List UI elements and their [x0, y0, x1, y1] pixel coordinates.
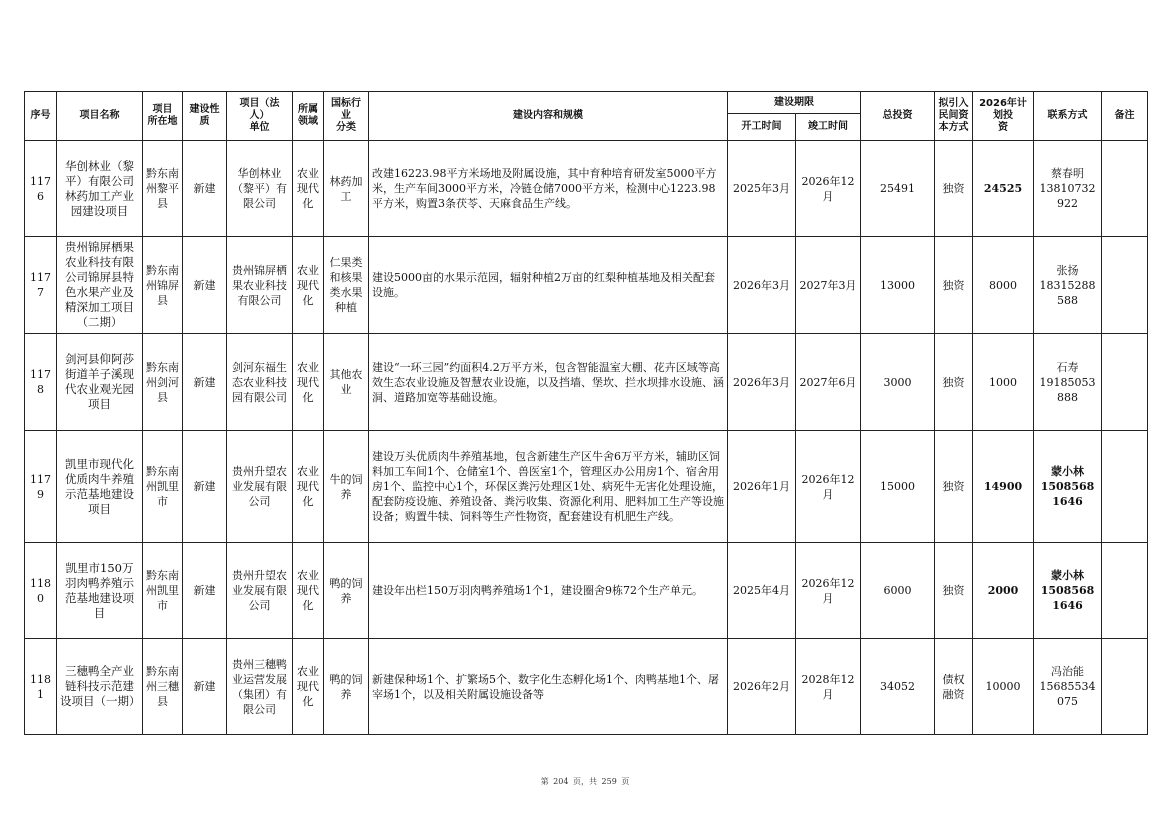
- cell-end: 2027年6月: [796, 334, 861, 431]
- contact-phone: 15085681646: [1040, 480, 1095, 508]
- contact-phone: 18315288588: [1039, 278, 1096, 307]
- footer-total-pages: 259: [601, 777, 617, 786]
- cell-location: 黔东南州凯里市: [143, 543, 183, 639]
- cell-remark: [1102, 141, 1148, 237]
- cell-private: 独资: [935, 141, 973, 237]
- cell-name: 凯里市150万羽肉鸭养殖示范基地建设项目: [57, 543, 143, 639]
- page-footer: [0, 776, 1170, 787]
- cell-location: 黔东南州凯里市: [143, 431, 183, 543]
- cell-start: 2025年4月: [728, 543, 796, 639]
- cell-unit: 贵州升望农业发展有限公司: [227, 543, 293, 639]
- contact-name: 蒙小林: [1051, 569, 1084, 582]
- header-end: 竣工时间: [796, 114, 861, 141]
- header-name: 项目名称: [57, 92, 143, 141]
- cell-total: 25491: [861, 141, 935, 237]
- cell-contact: [1034, 141, 1102, 237]
- cell-location: 黔东南州锦屏县: [143, 237, 183, 334]
- cell-contact: [1034, 543, 1102, 639]
- cell-location: 黔东南州三穗县: [143, 639, 183, 735]
- cell-name: 三穗鸭全产业链科技示范建设项目（一期）: [57, 639, 143, 735]
- contact-name: 蒙小林: [1051, 465, 1084, 478]
- cell-nature: 新建: [183, 543, 227, 639]
- footer-page-number: 204: [553, 777, 569, 786]
- cell-unit: 贵州锦屏栖果农业科技有限公司: [227, 237, 293, 334]
- cell-name: 剑河县仰阿莎街道羊子溪现代农业观光园项目: [57, 334, 143, 431]
- cell-nature: 新建: [183, 141, 227, 237]
- cell-end: 2026年12月: [796, 431, 861, 543]
- cell-field: 农业现代化: [293, 639, 324, 735]
- header-start: 开工时间: [728, 114, 796, 141]
- cell-content: 建设年出栏150万羽肉鸭养殖场1个1，建设圈舍9栋72个生产单元。: [369, 543, 728, 639]
- contact-name: 张扬: [1056, 263, 1079, 277]
- cell-unit: 剑河东福生态农业科技园有限公司: [227, 334, 293, 431]
- cell-private: 独资: [935, 431, 973, 543]
- table-row: [25, 431, 1148, 543]
- cell-unit: 贵州升望农业发展有限公司: [227, 431, 293, 543]
- cell-start: 2026年3月: [728, 334, 796, 431]
- header-total: 总投资: [861, 92, 935, 141]
- cell-remark: [1102, 639, 1148, 735]
- cell-nature: 新建: [183, 431, 227, 543]
- contact-phone: 15685534075: [1039, 680, 1096, 708]
- cell-remark: [1102, 334, 1148, 431]
- cell-seq: 1181: [25, 639, 57, 735]
- cell-remark: [1102, 431, 1148, 543]
- cell-seq: 1177: [25, 237, 57, 334]
- cell-field: 农业现代化: [293, 431, 324, 543]
- table-row: [25, 141, 1148, 237]
- cell-start: 2026年1月: [728, 431, 796, 543]
- cell-contact: [1034, 334, 1102, 431]
- cell-start: 2026年2月: [728, 639, 796, 735]
- table-row: [25, 334, 1148, 431]
- cell-nature: 新建: [183, 334, 227, 431]
- cell-industry: 仁果类和核果类水果种植: [324, 237, 369, 334]
- cell-seq: 1176: [25, 141, 57, 237]
- cell-start: 2026年3月: [728, 237, 796, 334]
- cell-nature: 新建: [183, 237, 227, 334]
- cell-private: 独资: [935, 334, 973, 431]
- header-content: 建设内容和规模: [369, 92, 728, 141]
- cell-content: 新建保种场1个、扩繁场5个、数字化生态孵化场1个、肉鸭基地1个、屠宰场1个，以及相关附属设施设备等: [369, 639, 728, 735]
- cell-field: 农业现代化: [293, 334, 324, 431]
- contact-name: 蔡春明: [1051, 167, 1084, 180]
- cell-plan: 2000: [973, 543, 1034, 639]
- cell-unit: 华创林业（黎平）有限公司: [227, 141, 293, 237]
- cell-content: 改建16223.98平方米场地及附属设施，其中育种培育研发室5000平方米，生产车间3000平方米，冷链仓储7000平方米，检测中心1223.98平方米，购置3条茯苓、天麻食品生产线。: [369, 141, 728, 237]
- cell-total: 6000: [861, 543, 935, 639]
- cell-plan: 1000: [973, 334, 1034, 431]
- cell-industry: 牛的饲养: [324, 431, 369, 543]
- cell-seq: 1180: [25, 543, 57, 639]
- cell-plan: 24525: [973, 141, 1034, 237]
- cell-plan: 14900: [973, 431, 1034, 543]
- cell-industry: 鸭的饲养: [324, 543, 369, 639]
- cell-remark: [1102, 543, 1148, 639]
- header-location: 项目 所在地: [143, 92, 183, 141]
- contact-phone: 13810732922: [1039, 182, 1096, 210]
- header-private: 拟引入 民间资 本方式: [935, 92, 973, 141]
- cell-contact: [1034, 639, 1102, 735]
- cell-end: 2027年3月: [796, 237, 861, 334]
- cell-content: 建设5000亩的水果示范园，辐射种植2万亩的红梨种植基地及相关配套设施。: [369, 237, 728, 334]
- cell-field: 农业现代化: [293, 543, 324, 639]
- header-plan: 2026年计划投 资: [973, 92, 1034, 141]
- cell-seq: 1179: [25, 431, 57, 543]
- cell-end: 2026年12月: [796, 543, 861, 639]
- cell-location: 黔东南州黎平县: [143, 141, 183, 237]
- cell-nature: 新建: [183, 639, 227, 735]
- header-contact: 联系方式: [1034, 92, 1102, 141]
- cell-field: 农业现代化: [293, 237, 324, 334]
- header-unit: 项目（法人） 单位: [227, 92, 293, 141]
- header-industry: 国标行业 分类: [324, 92, 369, 141]
- cell-industry: 林药加工: [324, 141, 369, 237]
- cell-content: 建设万头优质肉牛养殖基地，包含新建生产区牛舍6万平方米，辅助区饲料加工车间1个、仓储室1个、兽医室1个，管理区办公用房1个、宿舍用房1个、监控中心1个，环保区粪污处理区1处、病死牛无害化处理设施，配套防疫设施、养殖设备、粪污收集、资源化利用、肥料加工生产等设施设备；购置牛犊、饲料等生产性物资，配套建设有机肥生产线。: [369, 431, 728, 543]
- contact-phone: 15085681646: [1040, 584, 1095, 612]
- cell-name: 贵州锦屏栖果农业科技有限公司锦屏县特色水果产业及精深加工项目（二期）: [57, 237, 143, 334]
- header-field: 所属 领域: [293, 92, 324, 141]
- cell-private: 独资: [935, 543, 973, 639]
- cell-private: 独资: [935, 237, 973, 334]
- cell-location: 黔东南州剑河县: [143, 334, 183, 431]
- cell-industry: 其他农业: [324, 334, 369, 431]
- table-row: [25, 639, 1148, 735]
- cell-remark: [1102, 237, 1148, 334]
- cell-contact: [1034, 431, 1102, 543]
- contact-name: 冯治能: [1051, 665, 1084, 678]
- table-row: [25, 237, 1148, 334]
- project-table: [24, 91, 1148, 735]
- contact-phone: 19185053888: [1039, 375, 1096, 404]
- cell-plan: 10000: [973, 639, 1034, 735]
- cell-field: 农业现代化: [293, 141, 324, 237]
- footer-prefix: 第: [540, 777, 549, 786]
- cell-start: 2025年3月: [728, 141, 796, 237]
- cell-content: 建设“一环三园”约面积4.2万平方米，包含智能温室大棚、花卉区域等高效生态农业设施及智慧农业设施，以及挡墙、堡坎、拦水坝排水设施、涵洞、道路加宽等基础设施。: [369, 334, 728, 431]
- cell-private: 债权融资: [935, 639, 973, 735]
- cell-total: 3000: [861, 334, 935, 431]
- cell-end: 2028年12月: [796, 639, 861, 735]
- contact-name: 石寿: [1056, 360, 1079, 374]
- cell-industry: 鸭的饲养: [324, 639, 369, 735]
- cell-name: 凯里市现代化优质肉牛养殖示范基地建设项目: [57, 431, 143, 543]
- header-remark: 备注: [1102, 92, 1148, 141]
- header-nature: 建设性质: [183, 92, 227, 141]
- cell-total: 34052: [861, 639, 935, 735]
- cell-name: 华创林业（黎平）有限公司林药加工产业园建设项目: [57, 141, 143, 237]
- cell-contact: [1034, 237, 1102, 334]
- footer-mid: 页，共: [573, 777, 597, 786]
- cell-plan: 8000: [973, 237, 1034, 334]
- table-row: [25, 543, 1148, 639]
- cell-total: 13000: [861, 237, 935, 334]
- cell-unit: 贵州三穗鸭业运营发展（集团）有限公司: [227, 639, 293, 735]
- header-seq: 序号: [25, 92, 57, 141]
- cell-total: 15000: [861, 431, 935, 543]
- footer-suffix: 页: [621, 777, 630, 786]
- header-period: 建设期限: [728, 92, 861, 114]
- cell-seq: 1178: [25, 334, 57, 431]
- cell-end: 2026年12月: [796, 141, 861, 237]
